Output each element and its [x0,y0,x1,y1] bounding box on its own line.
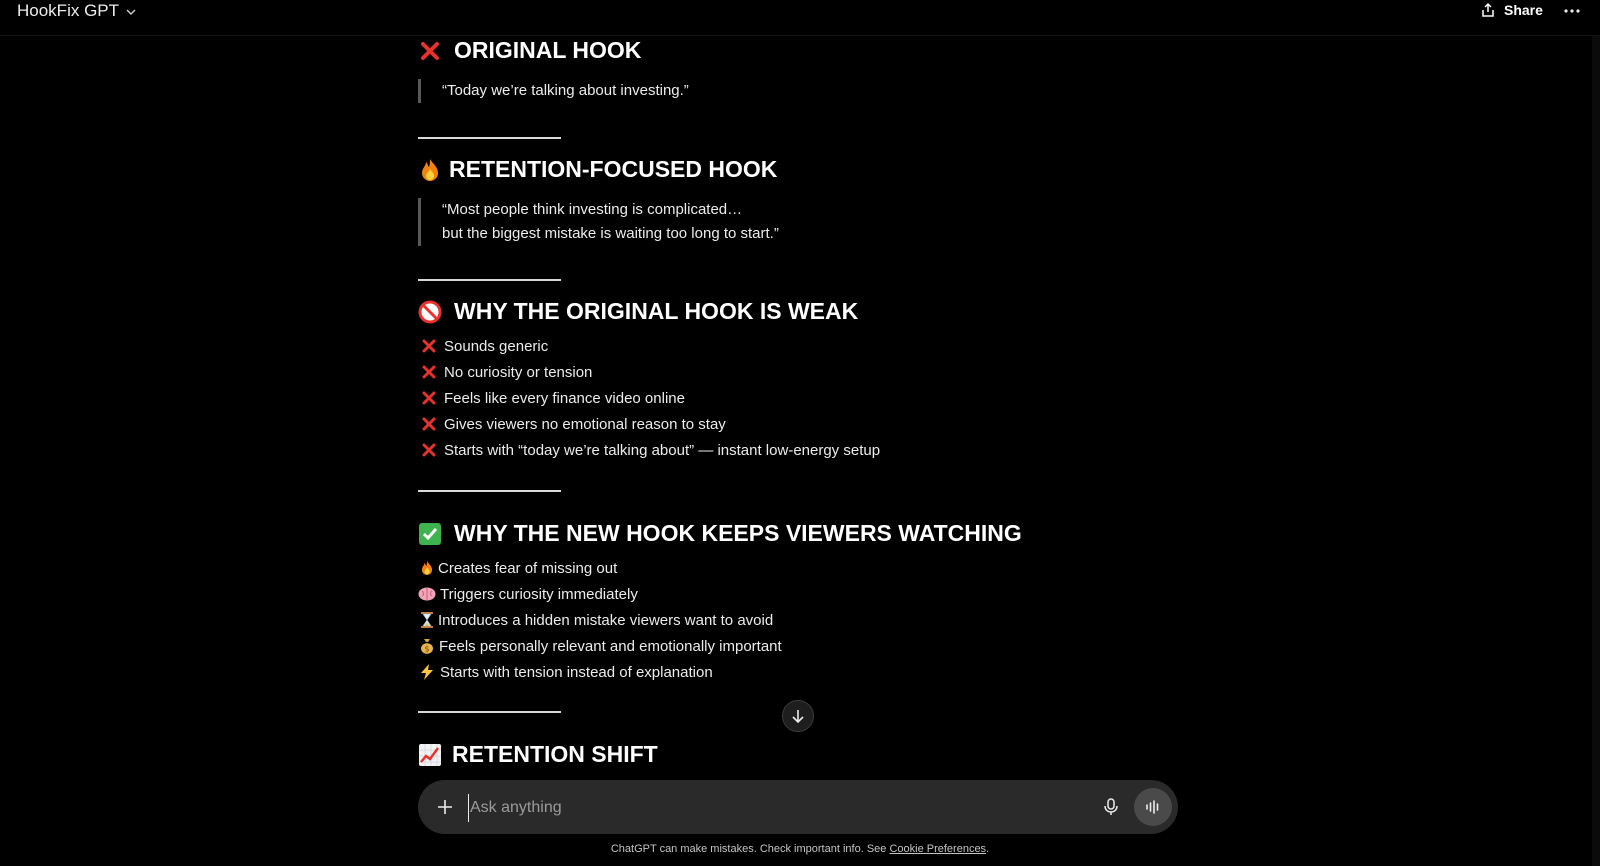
prohibited-icon [418,300,442,324]
list-item: No curiosity or tension [420,359,880,385]
list-item: Starts with “today we’re talking about” — instant low-energy setup [420,437,880,463]
strong-reasons-list [418,555,782,685]
list-item: $ Feels personally relevant and emotionally important [418,633,782,659]
composer [418,780,1178,834]
model-selector[interactable] [17,1,137,21]
list-item: Starts with tension instead of explanation [418,659,782,685]
heading-retention-hook: RETENTION-FOCUSED HOOK [418,156,777,183]
weak-reasons-list [420,333,880,463]
plus-icon [437,799,453,815]
svg-text:$: $ [424,644,430,654]
divider [418,137,561,139]
heading-original-hook: ORIGINAL HOOK [418,37,641,64]
chart-increasing-icon [418,743,442,767]
list-item: Gives viewers no emotional reason to stay [420,411,880,437]
microphone-icon [1103,798,1119,816]
voice-mode-button[interactable] [1134,788,1172,826]
cross-mark-icon [420,363,438,381]
share-button[interactable] [1480,2,1543,18]
arrow-down-icon [790,708,806,724]
dictate-button[interactable] [1098,794,1124,820]
heading-why-weak: WHY THE ORIGINAL HOOK IS WEAK [418,298,858,325]
list-item: Introduces a hidden mistake viewers want to avoid [418,607,782,633]
fire-icon [418,559,436,577]
money-bag-icon [418,637,436,655]
add-attachment-button[interactable] [432,794,458,820]
divider [418,711,561,713]
cross-mark-icon [420,389,438,407]
top-bar [0,0,1600,36]
check-mark-button-icon [418,522,442,546]
share-label: Share [1504,2,1543,18]
scrollbar[interactable] [1592,36,1600,866]
divider [418,279,561,281]
cross-mark-icon [420,441,438,459]
cross-mark-icon [420,415,438,433]
heading-retention-shift: RETENTION SHIFT [418,741,658,768]
lightning-icon [418,663,436,681]
cookie-preferences-link[interactable]: Cookie Preferences [889,843,987,855]
brain-icon [418,585,436,603]
cross-mark-icon [420,337,438,355]
list-item: Sounds generic [420,333,880,359]
scroll-to-bottom-button[interactable] [782,700,814,732]
list-item: Feels like every finance video online [420,385,880,411]
divider [418,490,561,492]
fire-icon [418,158,442,182]
list-item: Creates fear of missing out [418,555,782,581]
blockquote-retention: “Most people think investing is complicated… but the biggest mistake is waiting too long to start.” [418,198,779,246]
share-icon [1480,2,1496,18]
blockquote-original: “Today we’re talking about investing.” [418,79,689,103]
footer-disclaimer: ChatGPT can make mistakes. Check important info. See Cookie Preferences. [610,843,990,855]
cross-mark-icon [418,39,442,63]
chevron-down-icon [125,6,137,18]
more-options-button[interactable] [1560,0,1584,22]
ellipsis-icon [1564,9,1580,13]
list-item: Triggers curiosity immediately [418,581,782,607]
chat-input[interactable] [468,794,1092,822]
heading-why-strong: WHY THE NEW HOOK KEEPS VIEWERS WATCHING [418,520,1022,547]
app-title: HookFix GPT [17,1,120,20]
waveform-icon [1145,800,1161,814]
hourglass-icon [418,611,436,629]
